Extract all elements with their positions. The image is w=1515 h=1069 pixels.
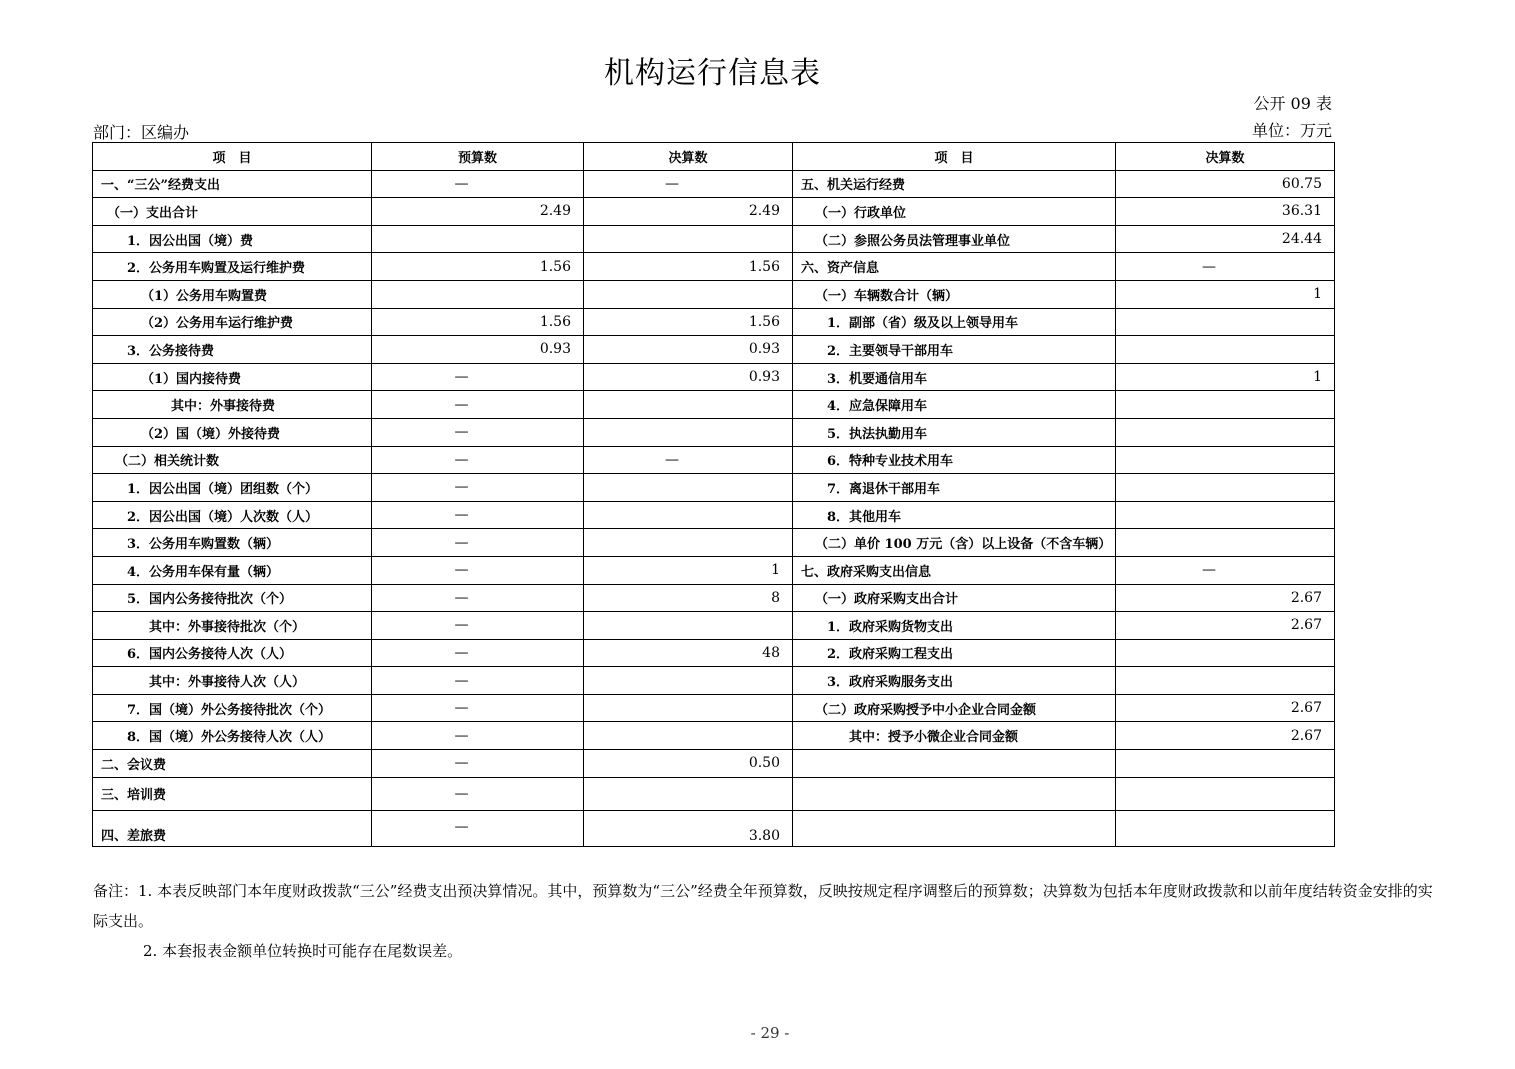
row-final-right xyxy=(1116,529,1335,557)
row-item-right: 七、政府采购支出信息 xyxy=(793,556,1116,584)
row-final-left xyxy=(584,667,793,695)
row-item-right: 六、资产信息 xyxy=(793,253,1116,281)
row-item-left: 4．公务用车保有量（辆） xyxy=(93,556,372,584)
row-budget: — xyxy=(372,612,584,640)
row-item-left: 2．公务用车购置及运行维护费 xyxy=(93,253,372,281)
row-final-right xyxy=(1116,777,1335,810)
department-label: 部门：区编办 xyxy=(93,123,190,142)
row-budget: 1.56 xyxy=(372,308,584,336)
row-item-right: （二）参照公务员法管理事业单位 xyxy=(793,225,1116,253)
row-final-left xyxy=(584,418,793,446)
table-row xyxy=(93,667,1335,695)
row-final-left: 1.56 xyxy=(584,308,793,336)
row-item-right: 4．应急保障用车 xyxy=(793,391,1116,419)
row-item-left: 其中：外事接待批次（个） xyxy=(93,612,372,640)
table-row xyxy=(93,225,1335,253)
unit-label: 单位：万元 xyxy=(1251,121,1332,140)
row-item-right: 3．政府采购服务支出 xyxy=(793,667,1116,695)
row-item-right: 5．执法执勤用车 xyxy=(793,418,1116,446)
row-item-right: 五、机关运行经费 xyxy=(793,170,1116,198)
table-row xyxy=(93,391,1335,419)
row-budget: 0.93 xyxy=(372,336,584,364)
notes xyxy=(93,876,1443,966)
row-budget: 1.56 xyxy=(372,253,584,281)
table-row xyxy=(93,446,1335,474)
row-item-right: （一）车辆数合计（辆） xyxy=(793,280,1116,308)
row-final-right: 1 xyxy=(1116,280,1335,308)
row-final-left: 0.93 xyxy=(584,336,793,364)
table-row xyxy=(93,170,1335,198)
table-row xyxy=(93,750,1335,778)
header-budget: 预算数 xyxy=(372,143,584,171)
row-budget: — xyxy=(372,363,584,391)
row-final-right xyxy=(1116,750,1335,778)
row-item-left: 2．因公出国（境）人次数（人） xyxy=(93,501,372,529)
row-budget: — xyxy=(372,501,584,529)
table-row xyxy=(93,418,1335,446)
table-row xyxy=(93,308,1335,336)
row-final-right xyxy=(1116,667,1335,695)
row-budget: — xyxy=(372,810,584,846)
row-final-left: 8 xyxy=(584,584,793,612)
table-row xyxy=(93,584,1335,612)
row-item-left: 1．因公出国（境）费 xyxy=(93,225,372,253)
row-budget: — xyxy=(372,418,584,446)
row-final-left: 3.80 xyxy=(584,810,793,846)
page-number: - 29 - xyxy=(750,1024,790,1042)
row-item-right: 3．机要通信用车 xyxy=(793,363,1116,391)
row-final-right: — xyxy=(1116,253,1335,281)
row-item-right: 1．副部（省）级及以上领导用车 xyxy=(793,308,1116,336)
row-final-left: 48 xyxy=(584,639,793,667)
row-item-right: 其中：授予小微企业合同金额 xyxy=(793,722,1116,750)
row-budget: — xyxy=(372,639,584,667)
row-item-right xyxy=(793,810,1116,846)
row-final-left xyxy=(584,474,793,502)
row-final-right xyxy=(1116,391,1335,419)
row-final-right: — xyxy=(1116,556,1335,584)
row-final-right: 2.67 xyxy=(1116,584,1335,612)
row-item-left: 其中：外事接待人次（人） xyxy=(93,667,372,695)
row-final-left: 0.50 xyxy=(584,750,793,778)
row-final-left: 0.93 xyxy=(584,363,793,391)
row-final-right xyxy=(1116,639,1335,667)
row-final-right xyxy=(1116,418,1335,446)
table-row xyxy=(93,501,1335,529)
row-final-right xyxy=(1116,810,1335,846)
row-item-right: （一）行政单位 xyxy=(793,198,1116,226)
row-final-left: 1.56 xyxy=(584,253,793,281)
row-budget: — xyxy=(372,170,584,198)
header-item-right: 项 目 xyxy=(793,143,1116,171)
row-item-left: 二、会议费 xyxy=(93,750,372,778)
row-item-right: 1．政府采购货物支出 xyxy=(793,612,1116,640)
row-final-right: 2.67 xyxy=(1116,694,1335,722)
row-final-right xyxy=(1116,474,1335,502)
row-item-right: 6．特种专业技术用车 xyxy=(793,446,1116,474)
table-row xyxy=(93,694,1335,722)
page-title: 机构运行信息表 xyxy=(604,56,821,91)
note-2: 2. 本套报表金额单位转换时可能存在尾数误差。 xyxy=(143,942,463,960)
table-body xyxy=(93,170,1335,846)
row-budget xyxy=(372,280,584,308)
header-final-left: 决算数 xyxy=(584,143,793,171)
table-row xyxy=(93,363,1335,391)
row-final-left: — xyxy=(584,446,793,474)
row-final-left xyxy=(584,612,793,640)
row-budget: — xyxy=(372,556,584,584)
table-row xyxy=(93,722,1335,750)
row-item-right xyxy=(793,777,1116,810)
row-final-right: 60.75 xyxy=(1116,170,1335,198)
table-header-row xyxy=(93,143,1335,171)
row-final-right: 24.44 xyxy=(1116,225,1335,253)
row-budget: — xyxy=(372,391,584,419)
row-item-right: （二）单价 100 万元（含）以上设备（不含车辆） xyxy=(793,529,1116,557)
row-item-left: 三、培训费 xyxy=(93,777,372,810)
row-item-left: 一、“三公”经费支出 xyxy=(93,170,372,198)
row-final-right: 2.67 xyxy=(1116,612,1335,640)
row-budget: — xyxy=(372,722,584,750)
row-final-right: 36.31 xyxy=(1116,198,1335,226)
row-final-left: 1 xyxy=(584,556,793,584)
row-budget: — xyxy=(372,667,584,695)
table-row xyxy=(93,810,1335,846)
table-row xyxy=(93,336,1335,364)
note-1: 备注：1. 本表反映部门本年度财政拨款“三公”经费支出预决算情况。其中，预算数为“三公”经费全年预算数，反映按规定程序调整后的预算数；决算数为包括本年度财政拨款和以前年度结转资金安排的实际支出。 xyxy=(93,882,1433,930)
row-final-left: 2.49 xyxy=(584,198,793,226)
institution-operation-table xyxy=(92,142,1335,847)
row-item-left: （1）国内接待费 xyxy=(93,363,372,391)
row-item-left: 1．因公出国（境）团组数（个） xyxy=(93,474,372,502)
row-item-right: （二）政府采购授予中小企业合同金额 xyxy=(793,694,1116,722)
row-item-left: 3．公务接待费 xyxy=(93,336,372,364)
table-row xyxy=(93,639,1335,667)
row-item-left: 6．国内公务接待人次（人） xyxy=(93,639,372,667)
table-row xyxy=(93,556,1335,584)
row-item-right: 7．离退休干部用车 xyxy=(793,474,1116,502)
row-final-left xyxy=(584,777,793,810)
row-item-left: 四、差旅费 xyxy=(93,810,372,846)
row-final-right xyxy=(1116,308,1335,336)
row-budget: — xyxy=(372,474,584,502)
row-final-left xyxy=(584,280,793,308)
row-item-left: 3．公务用车购置数（辆） xyxy=(93,529,372,557)
row-item-left: 8．国（境）外公务接待人次（人） xyxy=(93,722,372,750)
form-number: 公开 09 表 xyxy=(1253,94,1332,113)
row-item-left: （1）公务用车购置费 xyxy=(93,280,372,308)
row-final-left xyxy=(584,225,793,253)
row-budget: — xyxy=(372,584,584,612)
row-item-right: 8．其他用车 xyxy=(793,501,1116,529)
table-row xyxy=(93,777,1335,810)
row-final-left xyxy=(584,694,793,722)
header-final-right: 决算数 xyxy=(1116,143,1335,171)
table-row xyxy=(93,529,1335,557)
row-final-right xyxy=(1116,446,1335,474)
row-final-right: 1 xyxy=(1116,363,1335,391)
row-final-right: 2.67 xyxy=(1116,722,1335,750)
row-item-left: （2）国（境）外接待费 xyxy=(93,418,372,446)
table-row xyxy=(93,612,1335,640)
header-item-left: 项 目 xyxy=(93,143,372,171)
row-final-left: — xyxy=(584,170,793,198)
table-row xyxy=(93,280,1335,308)
row-item-left: 其中：外事接待费 xyxy=(93,391,372,419)
row-budget: — xyxy=(372,694,584,722)
table-row xyxy=(93,474,1335,502)
row-budget: — xyxy=(372,446,584,474)
row-final-left xyxy=(584,529,793,557)
row-item-right xyxy=(793,750,1116,778)
row-final-right xyxy=(1116,501,1335,529)
table-row xyxy=(93,198,1335,226)
row-item-left: 7．国（境）外公务接待批次（个） xyxy=(93,694,372,722)
row-item-left: 5．国内公务接待批次（个） xyxy=(93,584,372,612)
row-budget: 2.49 xyxy=(372,198,584,226)
row-final-left xyxy=(584,501,793,529)
row-item-right: 2．政府采购工程支出 xyxy=(793,639,1116,667)
row-budget xyxy=(372,225,584,253)
row-final-left xyxy=(584,722,793,750)
row-item-right: 2．主要领导干部用车 xyxy=(793,336,1116,364)
row-item-left: （二）相关统计数 xyxy=(93,446,372,474)
table-row xyxy=(93,253,1335,281)
row-final-left xyxy=(584,391,793,419)
row-budget: — xyxy=(372,529,584,557)
row-item-right: （一）政府采购支出合计 xyxy=(793,584,1116,612)
row-budget: — xyxy=(372,777,584,810)
row-item-left: （一）支出合计 xyxy=(93,198,372,226)
row-final-right xyxy=(1116,336,1335,364)
row-budget: — xyxy=(372,750,584,778)
row-item-left: （2）公务用车运行维护费 xyxy=(93,308,372,336)
